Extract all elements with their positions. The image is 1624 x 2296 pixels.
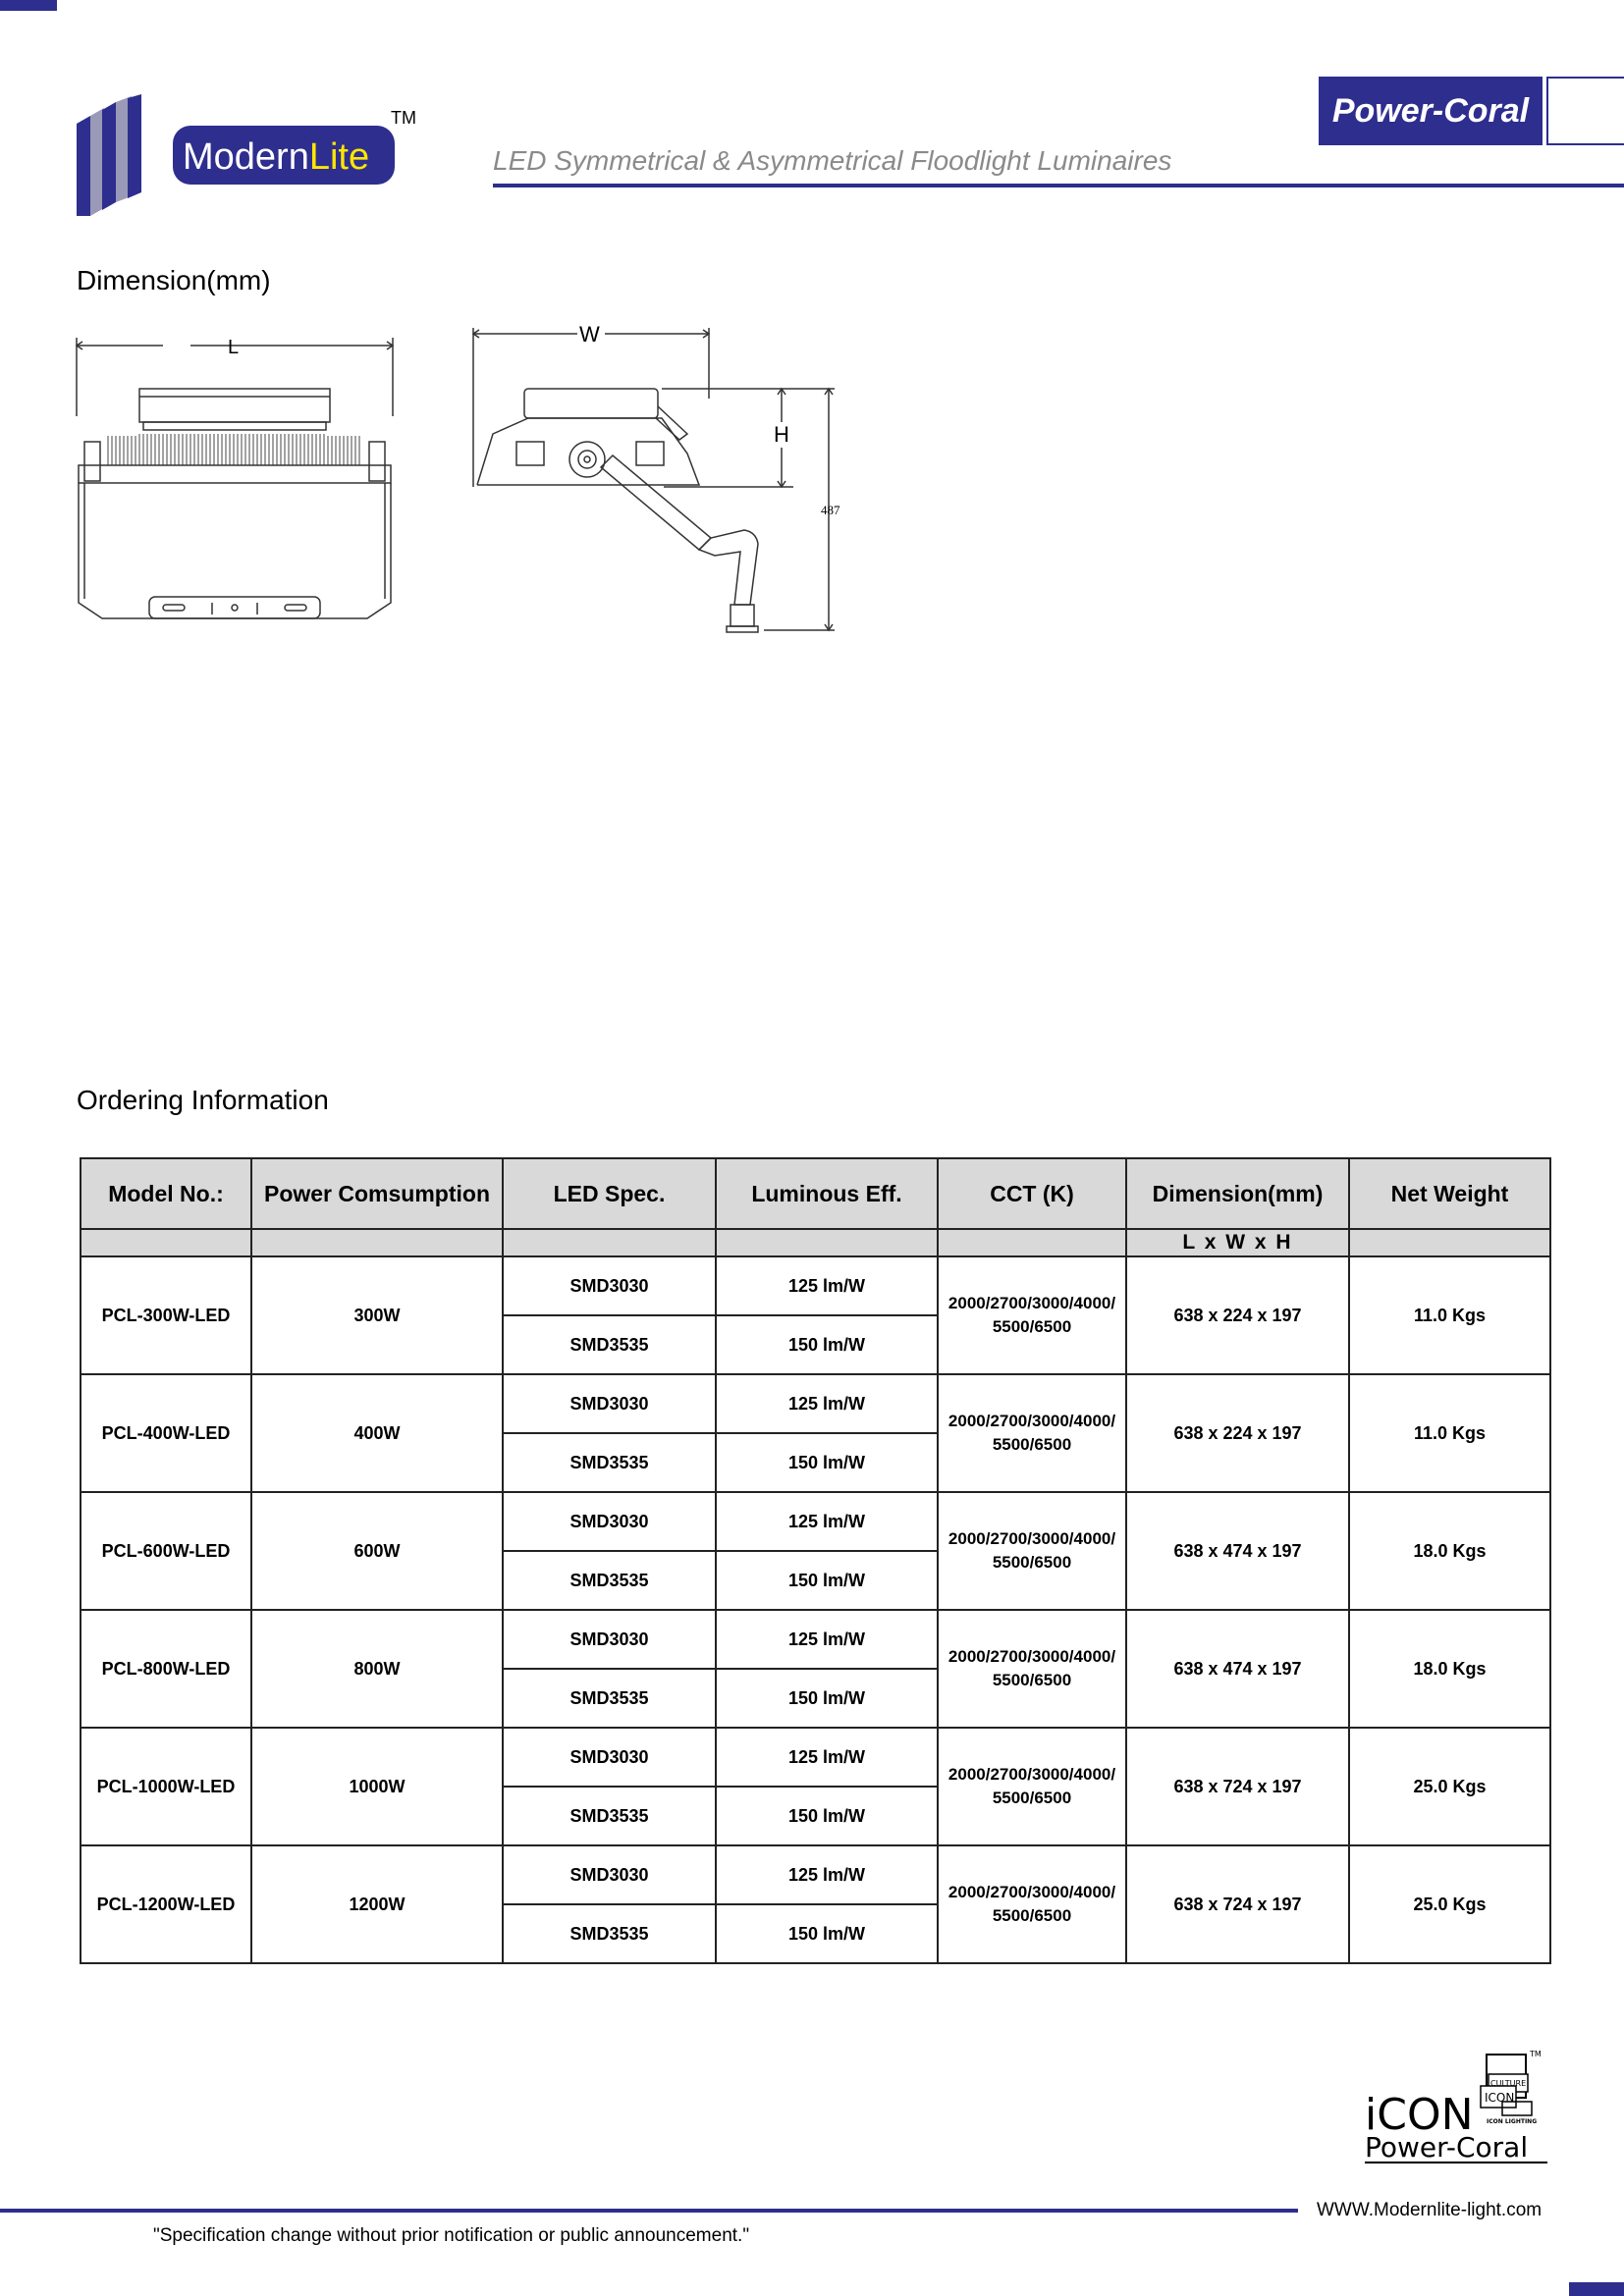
cct-line-1: 2000/2700/3000/4000/ [947, 1412, 1116, 1430]
svg-text:ICON LIGHTING: ICON LIGHTING [1487, 2118, 1538, 2125]
ordering-table [80, 1157, 1551, 1964]
front-view-drawing [75, 328, 399, 642]
luminous-eff-cell: 150 lm/W [716, 1551, 938, 1610]
icon-logo-product: Power-Coral [1365, 2131, 1529, 2163]
svg-text:TM: TM [1530, 2050, 1542, 2058]
cct-line-2: 5500/6500 [992, 1671, 1072, 1689]
side-label-h: H [774, 422, 789, 447]
svg-text:ModernLite: ModernLite [183, 136, 370, 178]
weight-cell: 18.0 Kgs [1349, 1492, 1550, 1610]
column-header-dimension: Dimension(mm) [1126, 1158, 1349, 1229]
product-badge-text: Power-Coral [1319, 77, 1543, 145]
icon-lighting-logo-icon [1363, 2047, 1549, 2164]
dimension-cell: 638 x 224 x 197 [1126, 1374, 1349, 1492]
column-header-led-spec: LED Spec. [503, 1158, 716, 1229]
column-header-cct: CCT (K) [938, 1158, 1126, 1229]
led-spec-cell: SMD3030 [503, 1610, 716, 1669]
led-spec-cell: SMD3030 [503, 1256, 716, 1315]
led-spec-cell: SMD3535 [503, 1787, 716, 1845]
cct-cell [938, 1374, 1126, 1492]
led-spec-cell: SMD3535 [503, 1669, 716, 1728]
weight-cell: 11.0 Kgs [1349, 1256, 1550, 1374]
side-view-drawing [469, 320, 842, 634]
corner-accent-top-left [0, 0, 57, 11]
cct-line-1: 2000/2700/3000/4000/ [947, 1883, 1116, 1901]
subheader-empty [1349, 1229, 1550, 1256]
led-spec-cell: SMD3535 [503, 1433, 716, 1492]
luminous-eff-cell: 150 lm/W [716, 1315, 938, 1374]
footer-disclaimer: "Specification change without prior notification or public announcement." [153, 2225, 750, 2246]
cct-line-2: 5500/6500 [992, 1435, 1072, 1454]
model-cell: PCL-1200W-LED [81, 1845, 251, 1963]
led-spec-cell: SMD3030 [503, 1728, 716, 1787]
footer-rule [0, 2209, 1298, 2213]
corner-accent-bottom-right [1569, 2282, 1624, 2296]
table-header-row [81, 1158, 1550, 1229]
power-cell: 1200W [251, 1845, 503, 1963]
column-header-weight: Net Weight [1349, 1158, 1550, 1229]
led-spec-cell: SMD3535 [503, 1315, 716, 1374]
model-cell: PCL-800W-LED [81, 1610, 251, 1728]
dimension-cell: 638 x 724 x 197 [1126, 1728, 1349, 1845]
cct-line-2: 5500/6500 [992, 1553, 1072, 1572]
cct-cell [938, 1610, 1126, 1728]
led-spec-cell: SMD3030 [503, 1845, 716, 1904]
cct-line-2: 5500/6500 [992, 1906, 1072, 1925]
cct-cell [938, 1256, 1126, 1374]
svg-text:CULTURE: CULTURE [1490, 2079, 1527, 2088]
dimension-cell: 638 x 724 x 197 [1126, 1845, 1349, 1963]
subheader-empty [716, 1229, 938, 1256]
cct-cell [938, 1492, 1126, 1610]
column-header-luminous-eff: Luminous Eff. [716, 1158, 938, 1229]
led-spec-cell: SMD3030 [503, 1374, 716, 1433]
svg-text:ICON: ICON [1485, 2091, 1515, 2105]
subheader-empty [938, 1229, 1126, 1256]
power-cell: 400W [251, 1374, 503, 1492]
luminous-eff-cell: 125 lm/W [716, 1610, 938, 1669]
trademark-mark: TM [391, 108, 416, 128]
dimension-section-title: Dimension(mm) [77, 265, 271, 295]
weight-cell: 25.0 Kgs [1349, 1845, 1550, 1963]
dimension-cell: 638 x 474 x 197 [1126, 1492, 1349, 1610]
side-label-total: 487 [821, 503, 840, 517]
luminous-eff-cell: 125 lm/W [716, 1728, 938, 1787]
cct-cell [938, 1845, 1126, 1963]
subheader-empty [503, 1229, 716, 1256]
cct-line-1: 2000/2700/3000/4000/ [947, 1765, 1116, 1784]
model-cell: PCL-600W-LED [81, 1492, 251, 1610]
cct-line-1: 2000/2700/3000/4000/ [947, 1294, 1116, 1312]
column-header-model: Model No.: [81, 1158, 251, 1229]
ordering-section-title: Ordering Information [77, 1085, 329, 1115]
power-cell: 1000W [251, 1728, 503, 1845]
document-subtitle: LED Symmetrical & Asymmetrical Floodlight Luminaires [493, 145, 1172, 176]
table-row [81, 1374, 1550, 1433]
luminous-eff-cell: 150 lm/W [716, 1787, 938, 1845]
model-cell: PCL-1000W-LED [81, 1728, 251, 1845]
weight-cell: 11.0 Kgs [1349, 1374, 1550, 1492]
column-header-power: Power Comsumption [251, 1158, 503, 1229]
power-cell: 600W [251, 1492, 503, 1610]
led-spec-cell: SMD3535 [503, 1904, 716, 1963]
luminous-eff-cell: 125 lm/W [716, 1256, 938, 1315]
luminous-eff-cell: 150 lm/W [716, 1904, 938, 1963]
modernlite-logo-icon [77, 94, 420, 222]
cct-line-2: 5500/6500 [992, 1317, 1072, 1336]
luminous-eff-cell: 125 lm/W [716, 1374, 938, 1433]
power-cell: 800W [251, 1610, 503, 1728]
led-spec-cell: SMD3030 [503, 1492, 716, 1551]
weight-cell: 18.0 Kgs [1349, 1610, 1550, 1728]
front-label-l: L [228, 337, 240, 358]
table-row [81, 1610, 1550, 1669]
icon-logo-text: iCON [1365, 2090, 1474, 2140]
dimension-subheader: L x W x H [1126, 1229, 1349, 1256]
subheader-empty [81, 1229, 251, 1256]
subheader-empty [251, 1229, 503, 1256]
subtitle-rule [493, 184, 1624, 187]
side-label-w: W [579, 322, 600, 347]
luminous-eff-cell: 150 lm/W [716, 1669, 938, 1728]
dimension-cell: 638 x 474 x 197 [1126, 1610, 1349, 1728]
luminous-eff-cell: 125 lm/W [716, 1492, 938, 1551]
cct-line-1: 2000/2700/3000/4000/ [947, 1529, 1116, 1548]
table-row [81, 1728, 1550, 1787]
cct-cell [938, 1728, 1126, 1845]
luminous-eff-cell: 150 lm/W [716, 1433, 938, 1492]
power-cell: 300W [251, 1256, 503, 1374]
table-row [81, 1492, 1550, 1551]
cct-line-2: 5500/6500 [992, 1789, 1072, 1807]
dimension-cell: 638 x 224 x 197 [1126, 1256, 1349, 1374]
table-subheader-row [81, 1229, 1550, 1256]
weight-cell: 25.0 Kgs [1349, 1728, 1550, 1845]
luminous-eff-cell: 125 lm/W [716, 1845, 938, 1904]
table-row [81, 1845, 1550, 1904]
led-spec-cell: SMD3535 [503, 1551, 716, 1610]
model-cell: PCL-300W-LED [81, 1256, 251, 1374]
table-row [81, 1256, 1550, 1315]
footer-website: WWW.Modernlite-light.com [1317, 2200, 1543, 2220]
product-badge [1319, 77, 1624, 145]
badge-outline [1546, 77, 1624, 145]
model-cell: PCL-400W-LED [81, 1374, 251, 1492]
cct-line-1: 2000/2700/3000/4000/ [947, 1647, 1116, 1666]
